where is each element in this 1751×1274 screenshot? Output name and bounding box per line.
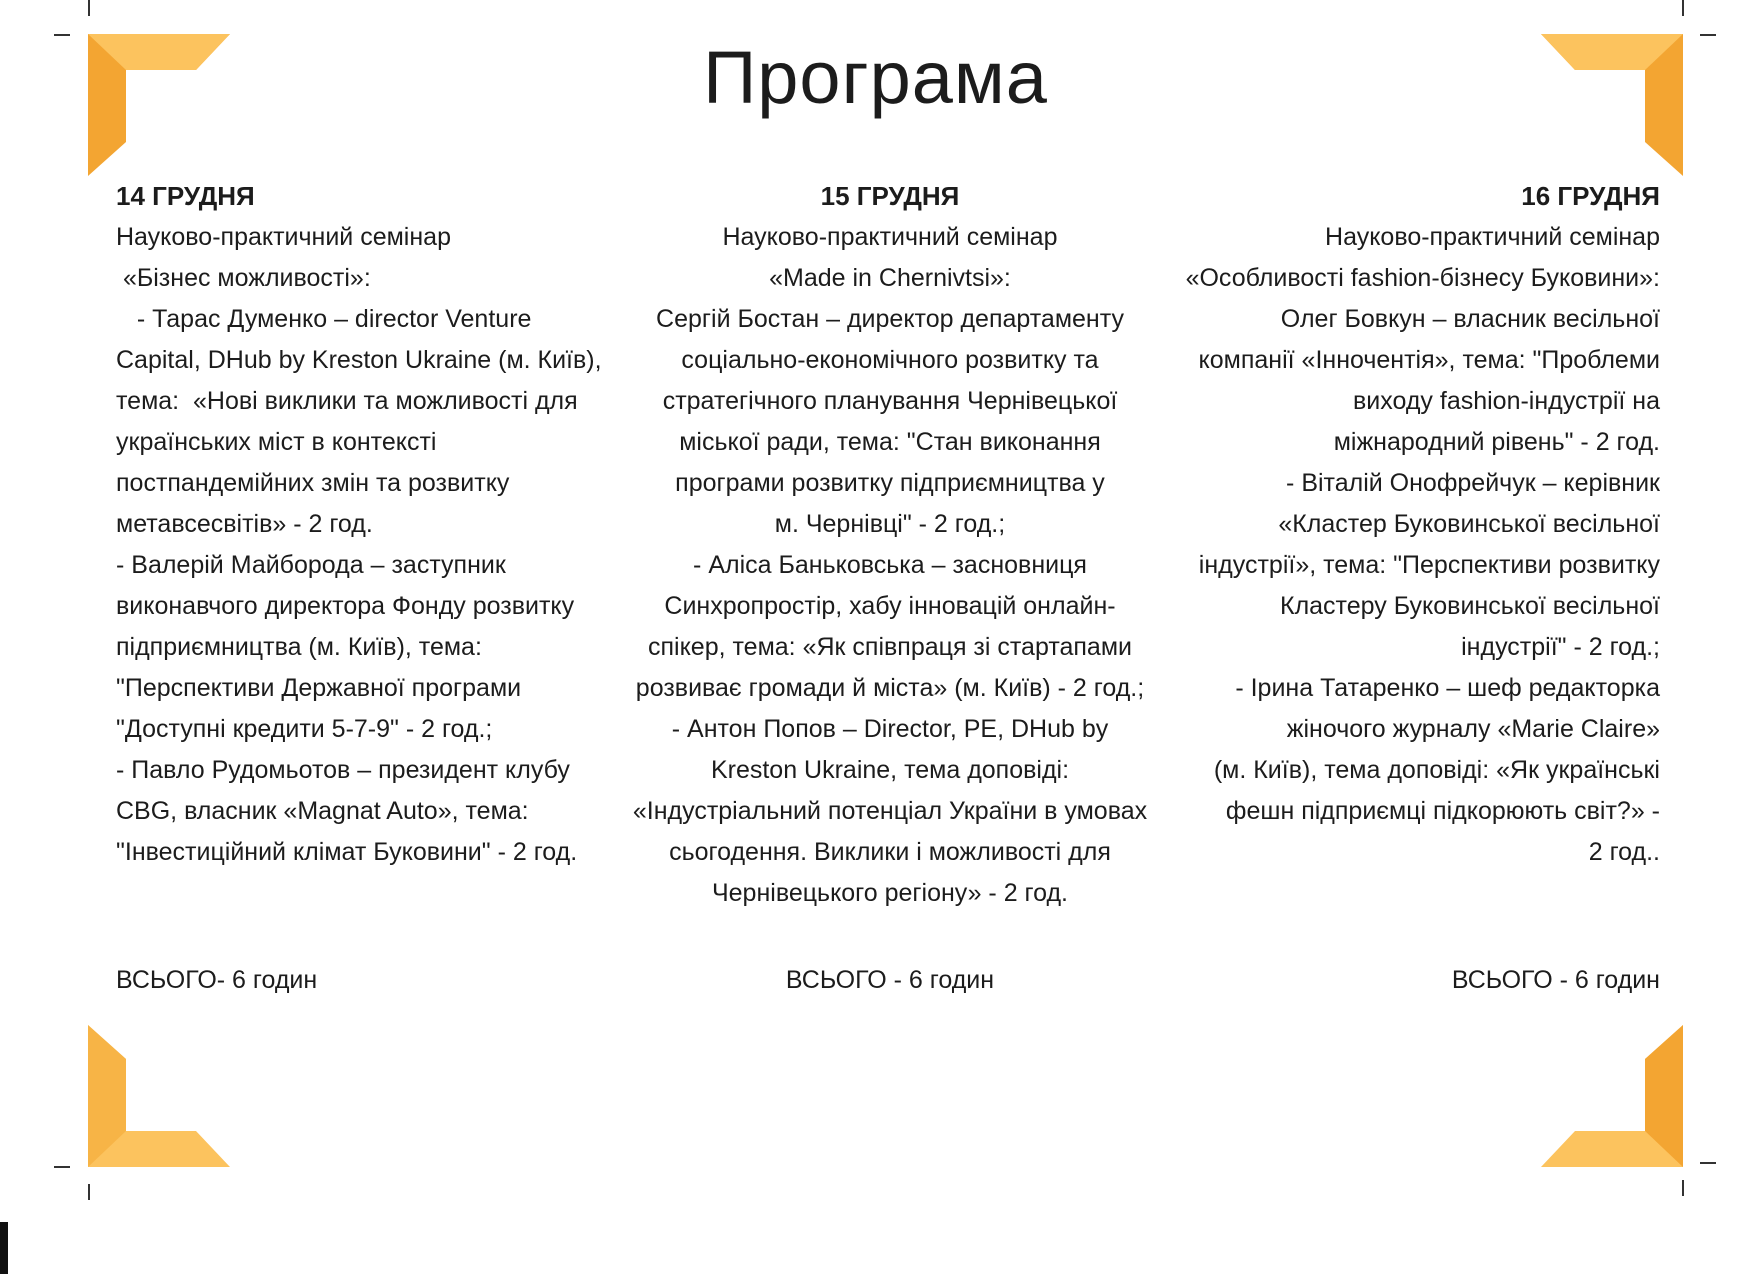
program-line: українських міст в контексті <box>116 428 437 456</box>
program-line: сьогодення. Виклики і можливості для <box>669 838 1111 866</box>
program-line: CBG, власник «Magnat Auto», тема: <box>116 797 529 825</box>
program-line: Kreston Ukraine, тема доповіді: <box>710 756 1070 784</box>
crop-mark <box>88 1184 90 1200</box>
crop-mark <box>54 1166 70 1168</box>
program-line: розвиває громади й міста» (м. Київ) - 2 год.; <box>635 674 1145 702</box>
program-line: міської ради, тема: "Стан виконання <box>679 428 1101 456</box>
program-line: тема: «Нові виклики та можливості для <box>116 387 578 415</box>
program-line: Науково-практичний семінар <box>1325 223 1660 251</box>
program-line: - Павло Рудомьотов – президент клубу <box>116 756 570 784</box>
program-line: соціально-економічного розвитку та <box>681 346 1099 374</box>
program-line: виконавчого директора Фонду розвитку <box>116 592 575 620</box>
program-line: - Валерій Майборода – заступник <box>116 551 506 579</box>
program-line: - Віталій Онофрейчук – керівник <box>1286 469 1660 497</box>
page-title: Програма <box>703 36 1048 119</box>
program-line: «Кластер Буковинської весільної <box>1278 510 1660 538</box>
total-hours: ВСЬОГО- 6 годин <box>116 966 318 994</box>
program-line: Олег Бовкун – власник весільної <box>1280 305 1660 333</box>
crop-mark <box>1700 1162 1716 1164</box>
day-date: 15 ГРУДНЯ <box>820 181 960 211</box>
scan-edge-mark <box>0 1222 8 1274</box>
program-line: - Аліса Баньковська – засновниця <box>693 551 1087 579</box>
crop-mark <box>88 0 90 16</box>
program-line: підприємництва (м. Київ), тема: <box>116 633 482 661</box>
program-line: - Тарас Думенко – director Venture <box>116 305 532 333</box>
program-line: метавсесвітів» - 2 год. <box>116 510 373 538</box>
program-line: - Антон Попов – Director, PE, DHub by <box>671 715 1109 743</box>
day-column-15 <box>620 176 1160 914</box>
program-line: Науково-практичний семінар <box>722 223 1058 251</box>
program-line: «Made in Chernivtsi»: <box>769 264 1011 292</box>
program-line: "Перспективи Державної програми <box>116 674 522 702</box>
crop-mark <box>1682 1180 1684 1196</box>
program-line: міжнародний рівень" - 2 год. <box>1333 428 1660 456</box>
program-line: фешн підприємці підкорюють світ?» - <box>1225 797 1660 825</box>
crop-mark <box>1682 0 1684 16</box>
program-line: Сергій Бостан – директор департаменту <box>656 305 1124 333</box>
program-line: Синхропростір, хабу інновацій онлайн- <box>664 592 1116 620</box>
program-line: індустрії" - 2 год.; <box>1461 633 1660 661</box>
program-line: Кластеру Буковинської весільної <box>1280 592 1660 620</box>
program-line: м. Чернівці" - 2 год.; <box>774 510 1006 538</box>
corner-ornament-bottom-left <box>88 1022 233 1167</box>
program-line: «Індустріальний потенціал України в умовах <box>632 797 1148 825</box>
day-column-16 <box>1160 176 1660 873</box>
program-line: стратегічного планування Чернівецької <box>662 387 1118 415</box>
program-line: "Інвестиційний клімат Буковини" - 2 год. <box>116 838 578 866</box>
program-line: жіночого журналу «Marie Claire» <box>1286 715 1660 743</box>
program-line: - Ірина Татаренко – шеф редакторка <box>1235 674 1660 702</box>
day-column-14 <box>116 176 616 873</box>
program-line: спікер, тема: «Як співпраця зі стартапами <box>648 633 1132 661</box>
day-date: 16 ГРУДНЯ <box>1521 181 1660 211</box>
program-line: виходу fashion-індустрії на <box>1353 387 1660 415</box>
program-line: програми розвитку підприємництва у <box>675 469 1105 497</box>
program-line: "Доступні кредити 5-7-9" - 2 год.; <box>116 715 493 743</box>
program-line: «Бізнес можливості»: <box>116 264 371 292</box>
day-date: 14 ГРУДНЯ <box>116 181 255 211</box>
program-line: «Особливості fashion-бізнесу Буковини»: <box>1185 264 1660 292</box>
program-line: 2 год.. <box>1588 838 1660 866</box>
program-line: (м. Київ), тема доповіді: «Як українські <box>1213 756 1660 784</box>
program-line: компанії «Інночентія», тема: "Проблеми <box>1198 346 1660 374</box>
corner-ornament-bottom-right <box>1538 1022 1683 1167</box>
program-line: індустрії», тема: "Перспективи розвитку <box>1198 551 1660 579</box>
program-line: Науково-практичний семінар <box>116 223 451 251</box>
program-line: постпандемійних змін та розвитку <box>116 469 510 497</box>
program-line: Capital, DHub by Kreston Ukraine (м. Київ), <box>116 346 602 374</box>
total-hours: ВСЬОГО - 6 годин <box>1451 966 1660 994</box>
total-hours: ВСЬОГО - 6 годин <box>785 966 995 994</box>
program-line: Чернівецького регіону» - 2 год. <box>711 879 1069 907</box>
